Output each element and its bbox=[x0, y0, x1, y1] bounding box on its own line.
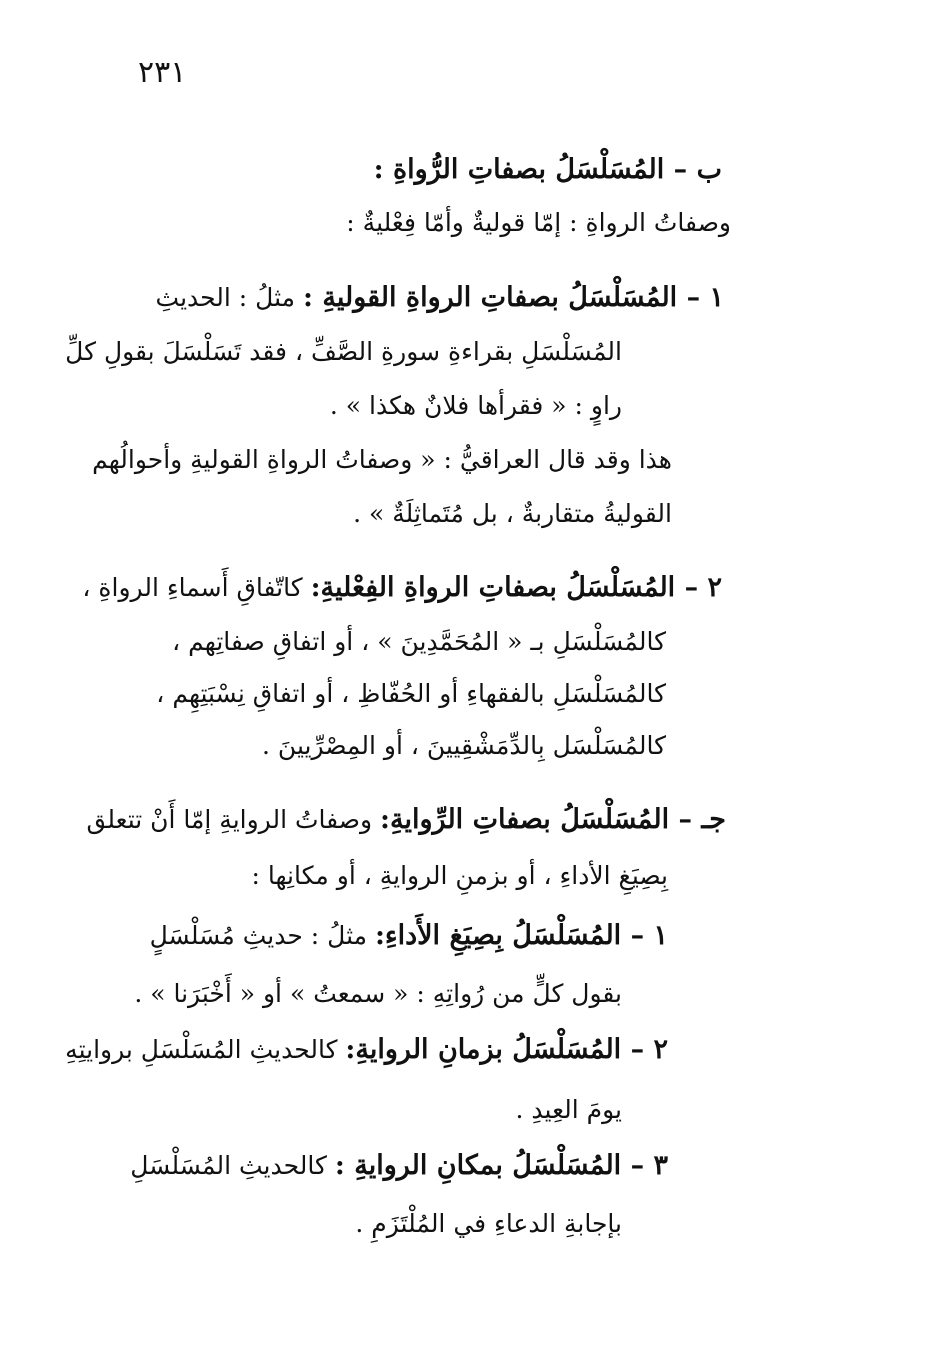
section-b-item1-note2: القوليةُ متقاربةٌ ، بل مُتَماثِلَةٌ » . bbox=[353, 499, 672, 528]
section-b-item2-line4: كالمُسَلْسَل بِالدِّمَشْقِيينَ ، أو المِصْرِّيينَ . bbox=[262, 731, 666, 760]
section-c-line2: بِصِيَغِ الأداءِ ، أو بزمنِ الروايةِ ، أو مكانِها : bbox=[251, 861, 668, 890]
section-c-item2-line2: يومَ العِيدِ . bbox=[515, 1095, 622, 1124]
section-c-item2-line1: ٢ – المُسَلْسَلُ بزمانِ الروايةِ: كالحديثِ المُسَلْسَلِ بروايتِهِ bbox=[65, 1034, 668, 1065]
section-b-item2-line1: ٢ – المُسَلْسَلُ بصفاتِ الرواةِ الفِعْليةِ: كاتّفاقِ أَسماءِ الرواةِ ، bbox=[82, 572, 722, 603]
section-b-item2-line2: كالمُسَلْسَلِ بـ « المُحَمَّدِينَ » ، أو اتفاقِ صفاتِهم ، bbox=[172, 627, 666, 656]
section-b-intro: وصفاتُ الرواةِ : إمّا قوليةٌ وأمّا فِعْليةٌ : bbox=[346, 208, 731, 237]
section-c-item1-line2: بقول كلٍّ من رُواتِهِ : « سمعتُ » أو « أَخْبَرَنا » . bbox=[134, 979, 622, 1008]
section-b-item1-line1: ١ – المُسَلْسَلُ بصفاتِ الرواةِ القوليةِ : مثلُ : الحديثِ bbox=[155, 282, 724, 313]
section-b-item2-line3: كالمُسَلْسَلِ بالفقهاءِ أو الحُفّاظِ ، أو اتفاقِ نِسْبَتِهِم ، bbox=[156, 679, 666, 708]
section-b-item1-line2: المُسَلْسَلِ بقراءةِ سورةِ الصَّفِّ ، فقد تَسَلْسَلَ بقولِ كلِّ bbox=[65, 337, 622, 366]
section-b-heading: ب – المُسَلْسَلُ بصفاتِ الرُّواةِ : bbox=[373, 154, 722, 185]
section-c-item3-line1: ٣ – المُسَلْسَلُ بمكانِ الروايةِ : كالحديثِ المُسَلْسَلِ bbox=[130, 1150, 668, 1181]
section-c-line1: جـ – المُسَلْسَلُ بصفاتِ الرِّوايةِ: وصفاتُ الروايةِ إمّا أَنْ تتعلق bbox=[86, 804, 726, 835]
section-b-item1-line3: راوٍ : « فقرأها فلانٌ هكذا » . bbox=[329, 391, 622, 420]
section-c-item3-line2: بإجابةِ الدعاءِ في المُلْتَزَمِ . bbox=[355, 1209, 622, 1238]
section-b-item1-note1: هذا وقد قال العراقيُّ : « وصفاتُ الرواةِ القوليةِ وأحوالُهم bbox=[92, 445, 672, 474]
section-c-item1-line1: ١ – المُسَلْسَلُ بِصِيَغِ الأَداءِ: مثلُ : حديثِ مُسَلْسَلٍ bbox=[149, 920, 668, 951]
page-number: ٢٣١ bbox=[138, 55, 187, 90]
